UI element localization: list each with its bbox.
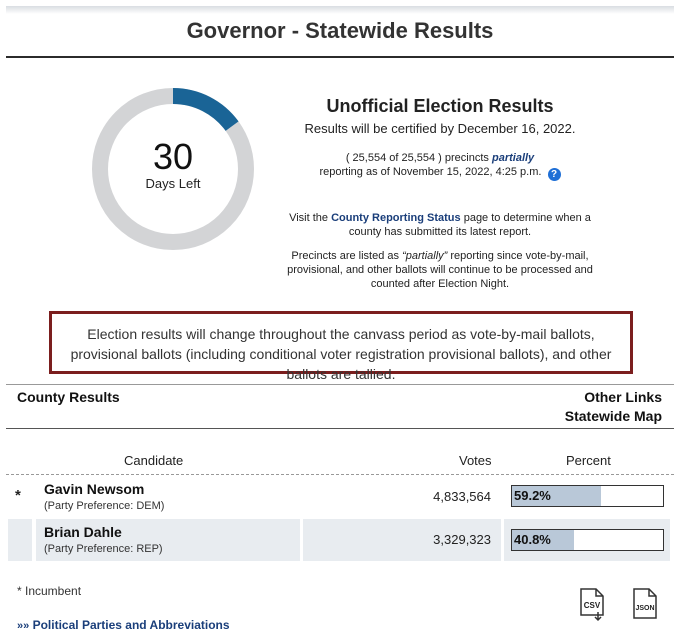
incumbent-footnote: * Incumbent [17, 584, 82, 598]
csv-download-icon[interactable] [579, 588, 605, 622]
partial-reporting-note [280, 249, 600, 291]
statewide-map-link[interactable]: Statewide Map [564, 408, 662, 424]
percent-bar [511, 529, 664, 551]
results-status-title: Unofficial Election Results [326, 96, 554, 116]
certification-date: Results will be certified by December 16, 2022. [304, 121, 576, 136]
json-icon-label: JSON [635, 605, 655, 612]
page-header [6, 6, 674, 58]
help-icon[interactable]: ? [548, 168, 561, 181]
precincts-status: partially [491, 152, 535, 164]
partial-note-word: “partially” [402, 250, 448, 262]
reporting-timestamp: reporting as of November 15, 2022, 4:25 p.m. [319, 166, 542, 178]
candidate-party: (Party Preference: DEM) [44, 500, 165, 512]
countdown-text [88, 138, 258, 191]
county-note-suffix: page to determine when a county has submitted its latest report. [348, 212, 591, 238]
candidate-name: Gavin Newsom [44, 481, 145, 497]
column-header-candidate: Candidate [124, 453, 184, 468]
percent-bar [511, 485, 664, 507]
political-parties-link-label: Political Parties and Abbreviations [32, 618, 230, 632]
percent-label: 59.2% [514, 488, 551, 503]
percent-label: 40.8% [514, 532, 551, 547]
csv-icon-label: CSV [583, 601, 601, 610]
column-header-percent: Percent [566, 453, 611, 468]
other-links-heading: Other Links [584, 389, 662, 405]
candidate-votes: 4,833,564 [433, 489, 491, 504]
divider [6, 428, 674, 429]
county-results-link[interactable]: County Results [17, 389, 120, 405]
page-title: Governor - Statewide Results [186, 18, 494, 43]
incumbent-mark: * [15, 487, 21, 504]
candidate-name: Brian Dahle [44, 524, 122, 540]
partial-note-prefix: Precincts are listed as [291, 250, 400, 262]
row-shade [8, 519, 32, 561]
divider [6, 384, 674, 385]
column-header-votes: Votes [459, 453, 492, 468]
county-reporting-note [280, 211, 600, 239]
candidate-votes: 3,329,323 [433, 532, 491, 547]
partial-note-suffix: reporting since vote-by-mail, provisional, and other ballots will continue to be processed and counted after Election Night. [287, 250, 593, 290]
political-parties-link[interactable] [17, 618, 230, 632]
double-chevron-icon: »» [17, 620, 30, 632]
precincts-count: ( 25,554 of 25,554 ) precincts [345, 152, 489, 164]
days-left-number: 30 [152, 136, 194, 177]
header-separator [6, 474, 674, 475]
canvass-notice: Election results will change throughout the canvass period as vote-by-mail ballots, provisional ballots (including conditional voter registration provisional ballots), and other ballots are tallied. [49, 311, 633, 374]
days-left-label: Days Left [145, 176, 201, 191]
county-note-prefix: Visit the [289, 212, 329, 224]
county-reporting-status-link[interactable]: County Reporting Status [331, 212, 461, 224]
json-download-icon[interactable] [632, 588, 658, 622]
candidate-party: (Party Preference: REP) [44, 543, 163, 555]
precincts-reporting [280, 151, 600, 181]
